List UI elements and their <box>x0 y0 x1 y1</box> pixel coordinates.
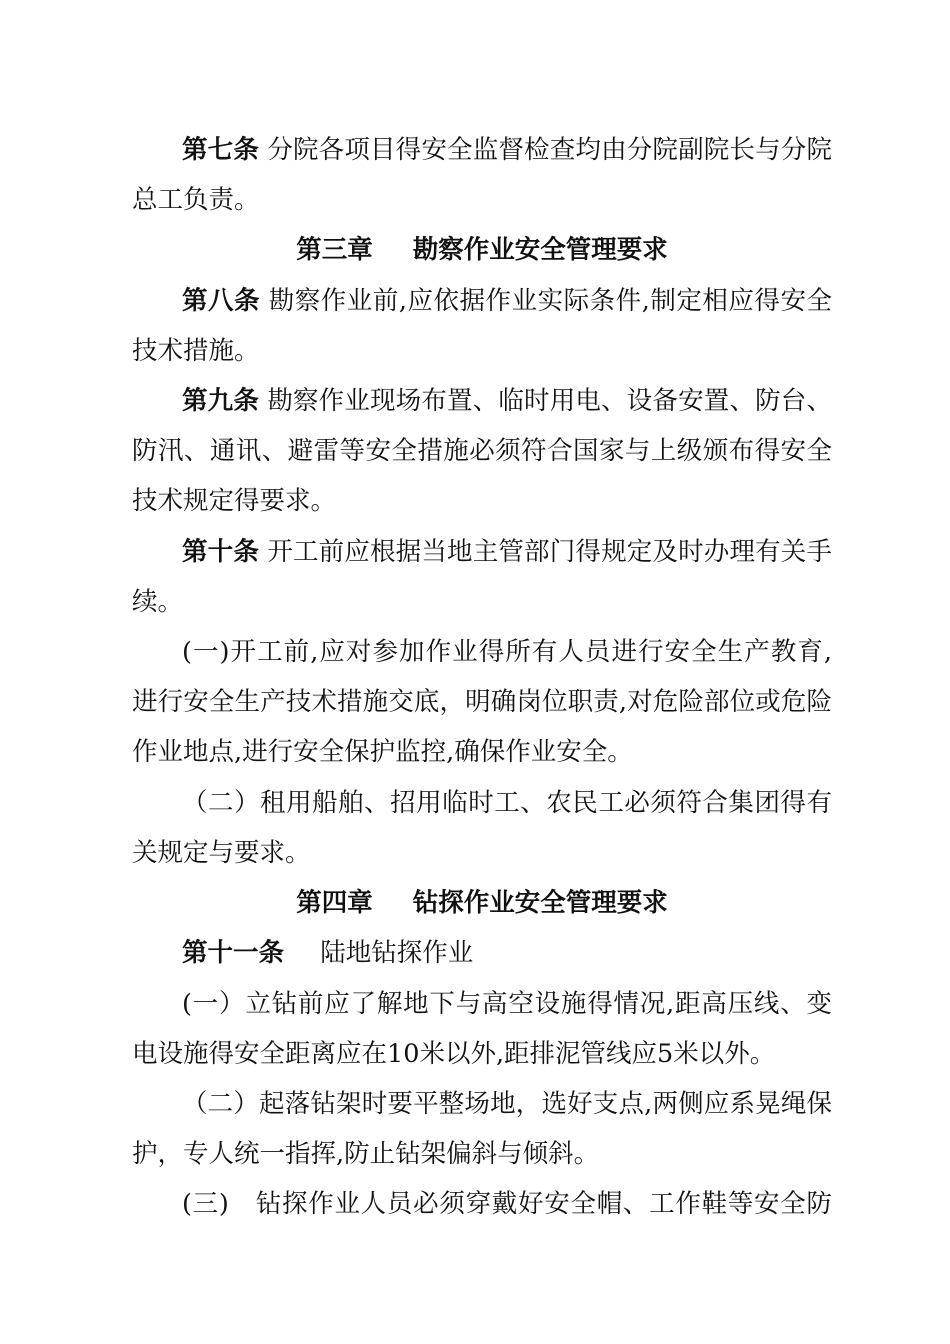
art10-text: 开工前应根据当地主管部门得规定及时办理有关手 <box>267 537 832 567</box>
art7-text: 分院各项目得安全监督检查均由分院副院长与分院 <box>267 135 832 165</box>
art8-title: 第八条 <box>182 286 261 316</box>
art10-line-2: 续。 <box>132 587 184 617</box>
art10-item2-line-2: 关规定与要求。 <box>132 838 311 868</box>
art8-line-2: 技术措施。 <box>132 336 260 366</box>
chapter-4-title: 钻探作业安全管理要求 <box>412 888 668 918</box>
art11-item2-line-2: 护，专人统一指挥,防止钻架偏斜与倾斜。 <box>132 1139 600 1169</box>
art10-line-1 <box>182 535 832 569</box>
art10-item2-line-1: （二）租用船舶、招用临时工、农民工必须符合集团得有 <box>182 788 832 818</box>
art9-line-2: 防汛、通讯、避雷等安全措施必须符合国家与上级颁布得安全 <box>132 436 832 466</box>
art10-item1-line-3: 作业地点,进行安全保护监控,确保作业安全。 <box>132 737 633 767</box>
chapter-3-number: 第三章 <box>296 235 373 265</box>
art10-title: 第十条 <box>182 537 260 567</box>
art11-item3-line-1: (三) 钻探作业人员必须穿戴好安全帽、工作鞋等安全防 <box>182 1189 832 1219</box>
art9-line-3: 技术规定得要求。 <box>132 486 337 516</box>
chapter-4-heading <box>132 886 832 920</box>
art9-text: 勘察作业现场布置、临时用电、设备安置、防台、 <box>267 386 832 416</box>
art7-line-1 <box>182 133 832 167</box>
art11-item2-line-1: （二）起落钻架时要平整场地，选好支点,两侧应系晃绳保 <box>182 1089 832 1119</box>
art9-title: 第九条 <box>182 386 260 416</box>
art7-line-2: 总工负责。 <box>132 185 260 215</box>
chapter-3-title: 勘察作业安全管理要求 <box>412 235 668 265</box>
art11-item1-line-2: 电设施得安全距离应在10米以外,距排泥管线应5米以外。 <box>132 1039 776 1069</box>
art10-item1-line-1: (一)开工前,应对参加作业得所有人员进行安全生产教育, <box>182 637 832 667</box>
art9-line-1 <box>182 384 832 418</box>
chapter-3-heading <box>132 233 832 267</box>
chapter-4-number: 第四章 <box>296 888 373 918</box>
art8-text: 勘察作业前,应依据作业实际条件,制定相应得安全 <box>268 286 832 316</box>
art11-title: 第十一条 <box>182 938 285 968</box>
art11-subtitle: 陆地钻探作业 <box>320 938 474 968</box>
art11-item1-line-1: (一）立钻前应了解地下与高空设施得情况,距高压线、变 <box>182 989 832 1019</box>
art11-line-1 <box>182 936 832 970</box>
art8-line-1 <box>182 284 832 318</box>
art7-title: 第七条 <box>182 135 260 165</box>
art10-item1-line-2: 进行安全生产技术措施交底，明确岗位职责,对危险部位或危险 <box>132 687 832 717</box>
